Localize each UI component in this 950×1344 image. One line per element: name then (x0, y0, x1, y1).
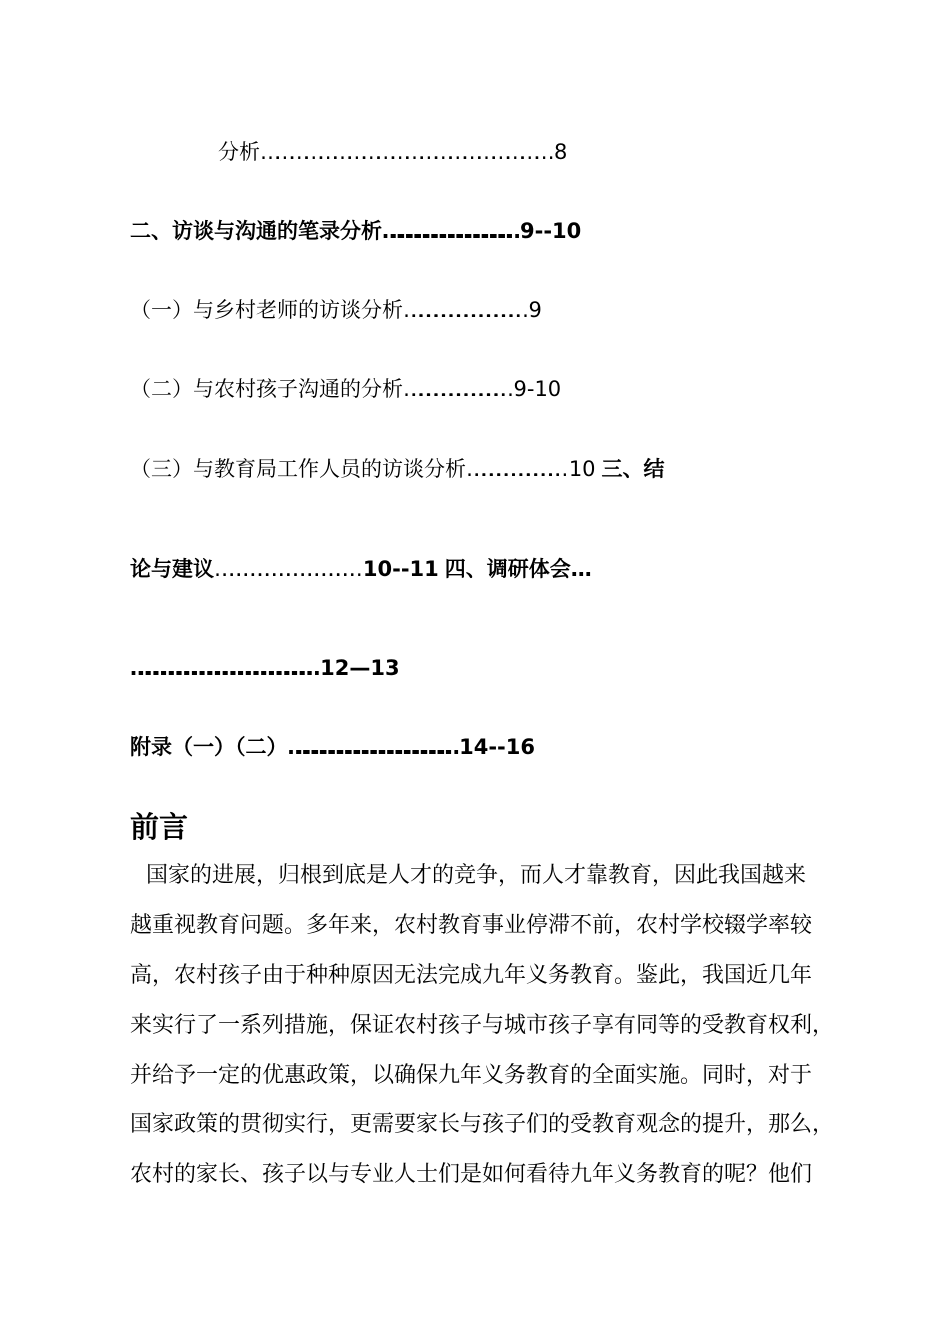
preface-line-1: 国家的进展，归根到底是人才的竞争，而人才靠教育，因此我国越来 (146, 863, 807, 888)
toc-page: 9 (528, 298, 542, 322)
toc-leader: …………………………………………………… (260, 140, 549, 164)
toc-leader: ……………………………… (466, 457, 555, 481)
toc-page: 10--11 (362, 557, 439, 581)
preface-line-2: 越重视教育问题。多年来，农村教育事业停滞不前，农村学校辍学率较 (130, 913, 813, 938)
preface-line-6: 国家政策的贯彻实行，更需要家长与孩子们的受教育观念的提升，那么， (130, 1112, 835, 1137)
toc-label: （一）与乡村老师的访谈分析 (130, 298, 403, 322)
toc-label: 二、访谈与沟通的笔录分析 (130, 219, 382, 243)
toc-label: （二）与农村孩子沟通的分析 (130, 377, 403, 401)
toc-label: （三）与教育局工作人员的访谈分析 (130, 457, 466, 481)
toc-page: 14--16 (459, 735, 535, 759)
toc-page: 9--10 (520, 219, 582, 243)
preface-line-4: 来实行了一系列措施，保证农村孩子与城市孩子享有同等的受教育权利， (130, 1013, 835, 1038)
toc-leader: ………………………………………………… (214, 557, 349, 581)
toc-label: 附录（一）（二） (130, 735, 288, 759)
toc-leader: ………………………………………………… (287, 735, 448, 759)
toc-page: 12—13 (320, 656, 400, 680)
preface-line-7: 农村的家长、孩子以与专业人士们是如何看待九年义务教育的呢？他们 (130, 1162, 813, 1187)
toc-line-bureau-interview[interactable] (130, 455, 665, 483)
toc-next-heading: 四、调研体会… (444, 557, 592, 581)
toc-line-interview-notes[interactable] (130, 217, 581, 245)
toc-line-appendix[interactable] (130, 733, 535, 761)
preface-line-3: 高，农村孩子由于种种原因无法完成九年义务教育。鉴此，我国近几年 (130, 963, 813, 988)
toc-label: 分析 (218, 140, 260, 164)
toc-line-conclusions[interactable] (130, 555, 592, 583)
toc-line-analysis[interactable] (218, 138, 567, 166)
toc-page: 9-10 (513, 377, 562, 401)
toc-line-children-communication[interactable] (130, 375, 561, 403)
toc-line-teacher-interview[interactable] (130, 296, 542, 324)
toc-page: 8 (554, 140, 568, 164)
toc-leader: …………………………………………………………… (130, 656, 308, 680)
toc-leader: ……………………………………… (403, 298, 516, 322)
preface-title: 前言 (130, 810, 189, 844)
toc-next-heading: 三、结 (601, 457, 665, 481)
toc-leader: ……………………………………… (382, 219, 509, 243)
toc-label: 论与建议 (130, 557, 214, 581)
toc-leader: ………………………………… (403, 377, 501, 401)
toc-page: 10 (568, 457, 596, 481)
toc-line-reflections-page[interactable] (130, 654, 400, 682)
preface-line-5: 并给予一定的优惠政策，以确保九年义务教育的全面实施。同时，对于 (130, 1063, 813, 1088)
